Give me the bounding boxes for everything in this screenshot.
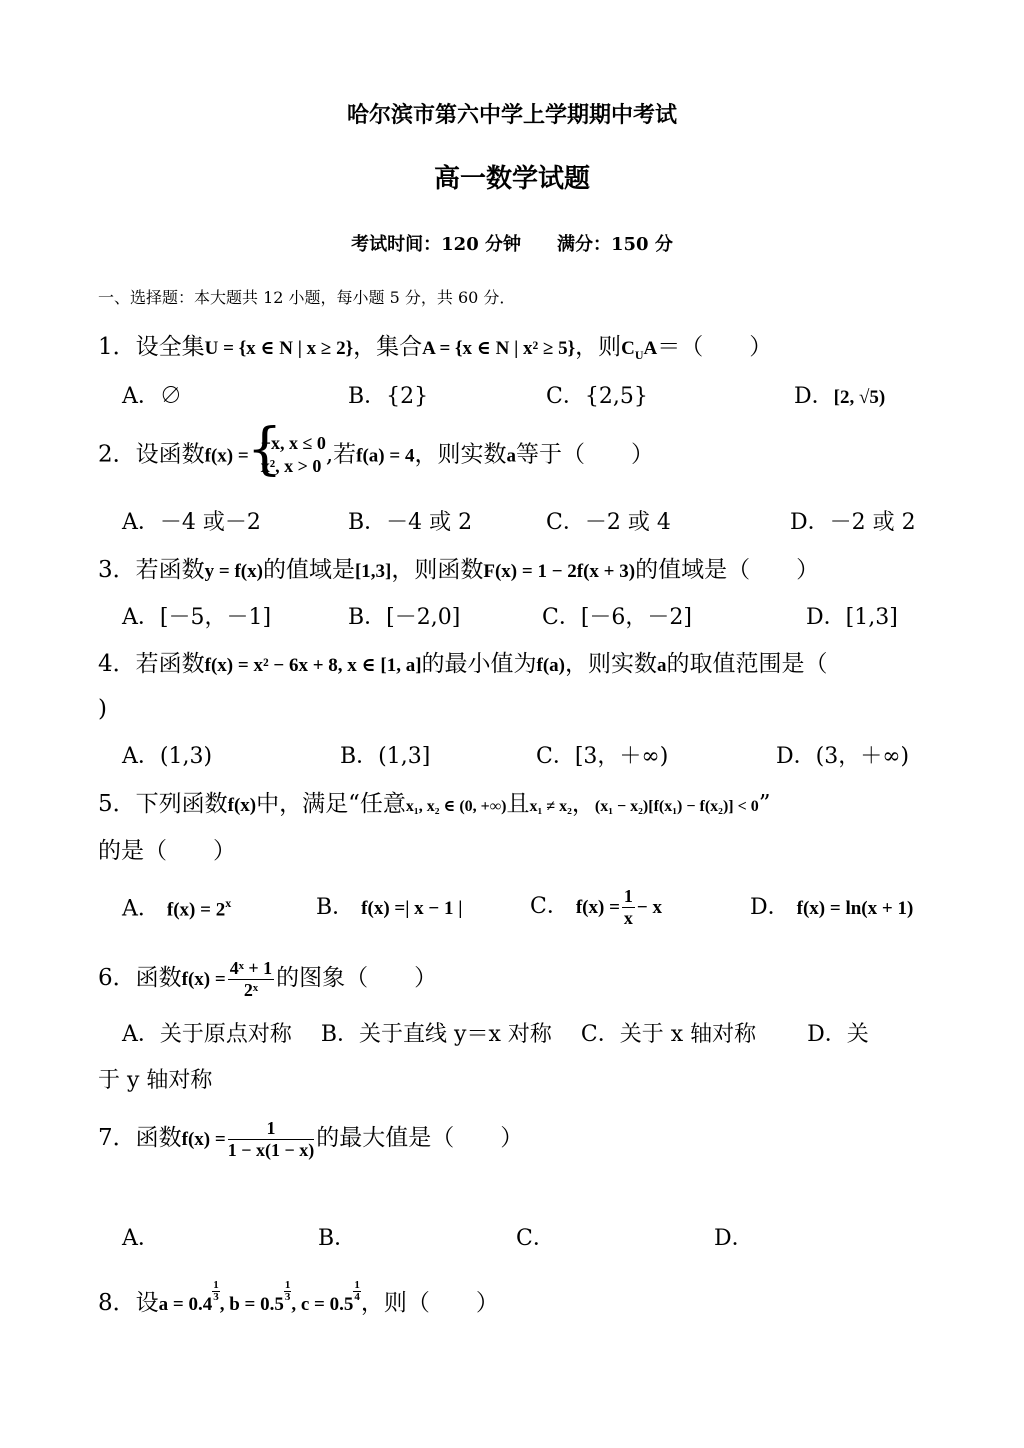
math-expression: U = {x ∈ N | x ≥ 2} bbox=[204, 338, 354, 359]
option-d: D． bbox=[714, 1226, 754, 1251]
option-d: D． f(x) = ln(x + 1) bbox=[750, 895, 914, 920]
exponent-fraction: $\frac{1}{4}$ bbox=[354, 1279, 360, 1303]
option-c: C．[－6，－2] bbox=[542, 605, 692, 630]
question-2: 2．设函数f(x) = { −x, x ≤ 0 x², x > 0 ,若f(a) = 4，则实数a等于（ ） bbox=[98, 432, 654, 479]
option-b: B．(1,3] bbox=[340, 744, 431, 769]
question-number: 6． bbox=[98, 965, 136, 992]
option-c: C．－2 或 4 bbox=[546, 510, 671, 535]
question-number: 2． bbox=[98, 441, 136, 468]
question-number: 4． bbox=[98, 651, 136, 677]
option-b: B． bbox=[318, 1226, 357, 1251]
math-expression: $C_UA$ bbox=[621, 338, 658, 362]
paper-title: 高一数学试题 bbox=[433, 164, 590, 194]
option-b: B． f(x) =| x − 1 | bbox=[316, 895, 463, 920]
question-number: 3． bbox=[98, 557, 136, 583]
question-6: 6．函数f(x) = $\frac{\text{4ˣ + 1}}{\text{2ˣ}}$ 的图象（ ） bbox=[98, 958, 438, 1000]
option-d: D．(3，＋∞) bbox=[776, 744, 910, 769]
option-a: A． $f(x) = 2^x$ bbox=[122, 896, 232, 922]
math-expression: A = {x ∈ N | x² ≥ 5} bbox=[422, 338, 576, 359]
option-a: A．∅ bbox=[122, 384, 182, 409]
option-c: C．[3，＋∞) bbox=[536, 744, 669, 769]
option-d: D．[2, √5) bbox=[794, 384, 886, 409]
exponent-fraction: $\frac{1}{3}$ bbox=[213, 1279, 219, 1303]
option-d: D．[1,3] bbox=[806, 605, 898, 630]
option-c: C． f(x) = $\frac{1}{x}$ − x bbox=[530, 886, 662, 928]
piecewise-function: { −x, x ≤ 0 x², x > 0 bbox=[249, 432, 326, 479]
question-number: 8． bbox=[98, 1290, 136, 1316]
fraction: $\frac{1}{1 - x(1 - x)}$ bbox=[227, 1118, 315, 1160]
exponent-fraction: $\frac{1}{3}$ bbox=[284, 1279, 291, 1303]
question-number: 1． bbox=[98, 334, 136, 360]
options-line: A．关于原点对称 B．关于直线 y＝x 对称 C．关于 x 轴对称 D．关 bbox=[122, 1022, 869, 1047]
option-c: C． bbox=[516, 1226, 555, 1251]
option-b: B．[－2,0] bbox=[348, 605, 461, 630]
option-b: B．－4 或 2 bbox=[348, 510, 473, 535]
school-title: 哈尔滨市第六中学上学期期中考试 bbox=[346, 102, 677, 128]
option-a: A．(1,3) bbox=[122, 744, 213, 769]
question-4-continued: ) bbox=[98, 696, 107, 722]
question-number: 7． bbox=[98, 1125, 136, 1152]
question-4: 4．若函数f(x) = x² − 6x + 8, x ∈ [1, a]的最小值为f(a)，则实数a的取值范围是（ bbox=[98, 651, 828, 677]
option-a: A．－4 或－2 bbox=[122, 510, 261, 535]
question-7: 7．函数f(x) = $\frac{1}{1 - x(1 - x)}$ 的最大值是（ ） bbox=[98, 1118, 524, 1160]
options-line-continued: 于 y 轴对称 bbox=[98, 1068, 213, 1093]
question-1: 1．设全集U = {x ∈ N | x ≥ 2}，集合A = {x ∈ N | x² ≥ 5}，则$C_UA=$（ ） bbox=[98, 334, 773, 362]
exam-info: 考试时间：120 分钟 满分：150 分 bbox=[351, 234, 673, 255]
fraction: $\frac{\text{4ˣ + 1}}{\text{2ˣ}}$ bbox=[229, 958, 273, 1000]
question-3: 3．若函数y = f(x)的值域是[1,3]，则函数F(x) = 1 − 2f(x + 3)的值域是（ ） bbox=[98, 557, 820, 583]
option-b: B．{2} bbox=[348, 384, 429, 409]
option-a: A．[－5，－1] bbox=[122, 605, 272, 630]
option-c: C．{2,5} bbox=[546, 384, 648, 409]
question-8: 8．设a = 0.4 $\frac{1}{3}$ , b = 0.5 $\frac{1}{3}$ , c = 0.5 $\frac{1}{4}$ ，则（ ） bbox=[98, 1279, 499, 1316]
question-5-continued: 的是（ ） bbox=[98, 838, 236, 864]
question-5: 5．下列函数f(x)中，满足“任意x₁, x₂ ∈ (0, +∞)且x₁ ≠ x₂，(x₁ − x₂)[f(x₁) − f(x₂)] < 0” bbox=[98, 791, 771, 817]
option-a: A． bbox=[122, 1226, 160, 1251]
option-d: D．－2 或 2 bbox=[790, 510, 916, 535]
question-number: 5． bbox=[98, 791, 136, 817]
section-heading: 一、选择题：本大题共 12 小题，每小题 5 分，共 60 分． bbox=[98, 288, 516, 307]
